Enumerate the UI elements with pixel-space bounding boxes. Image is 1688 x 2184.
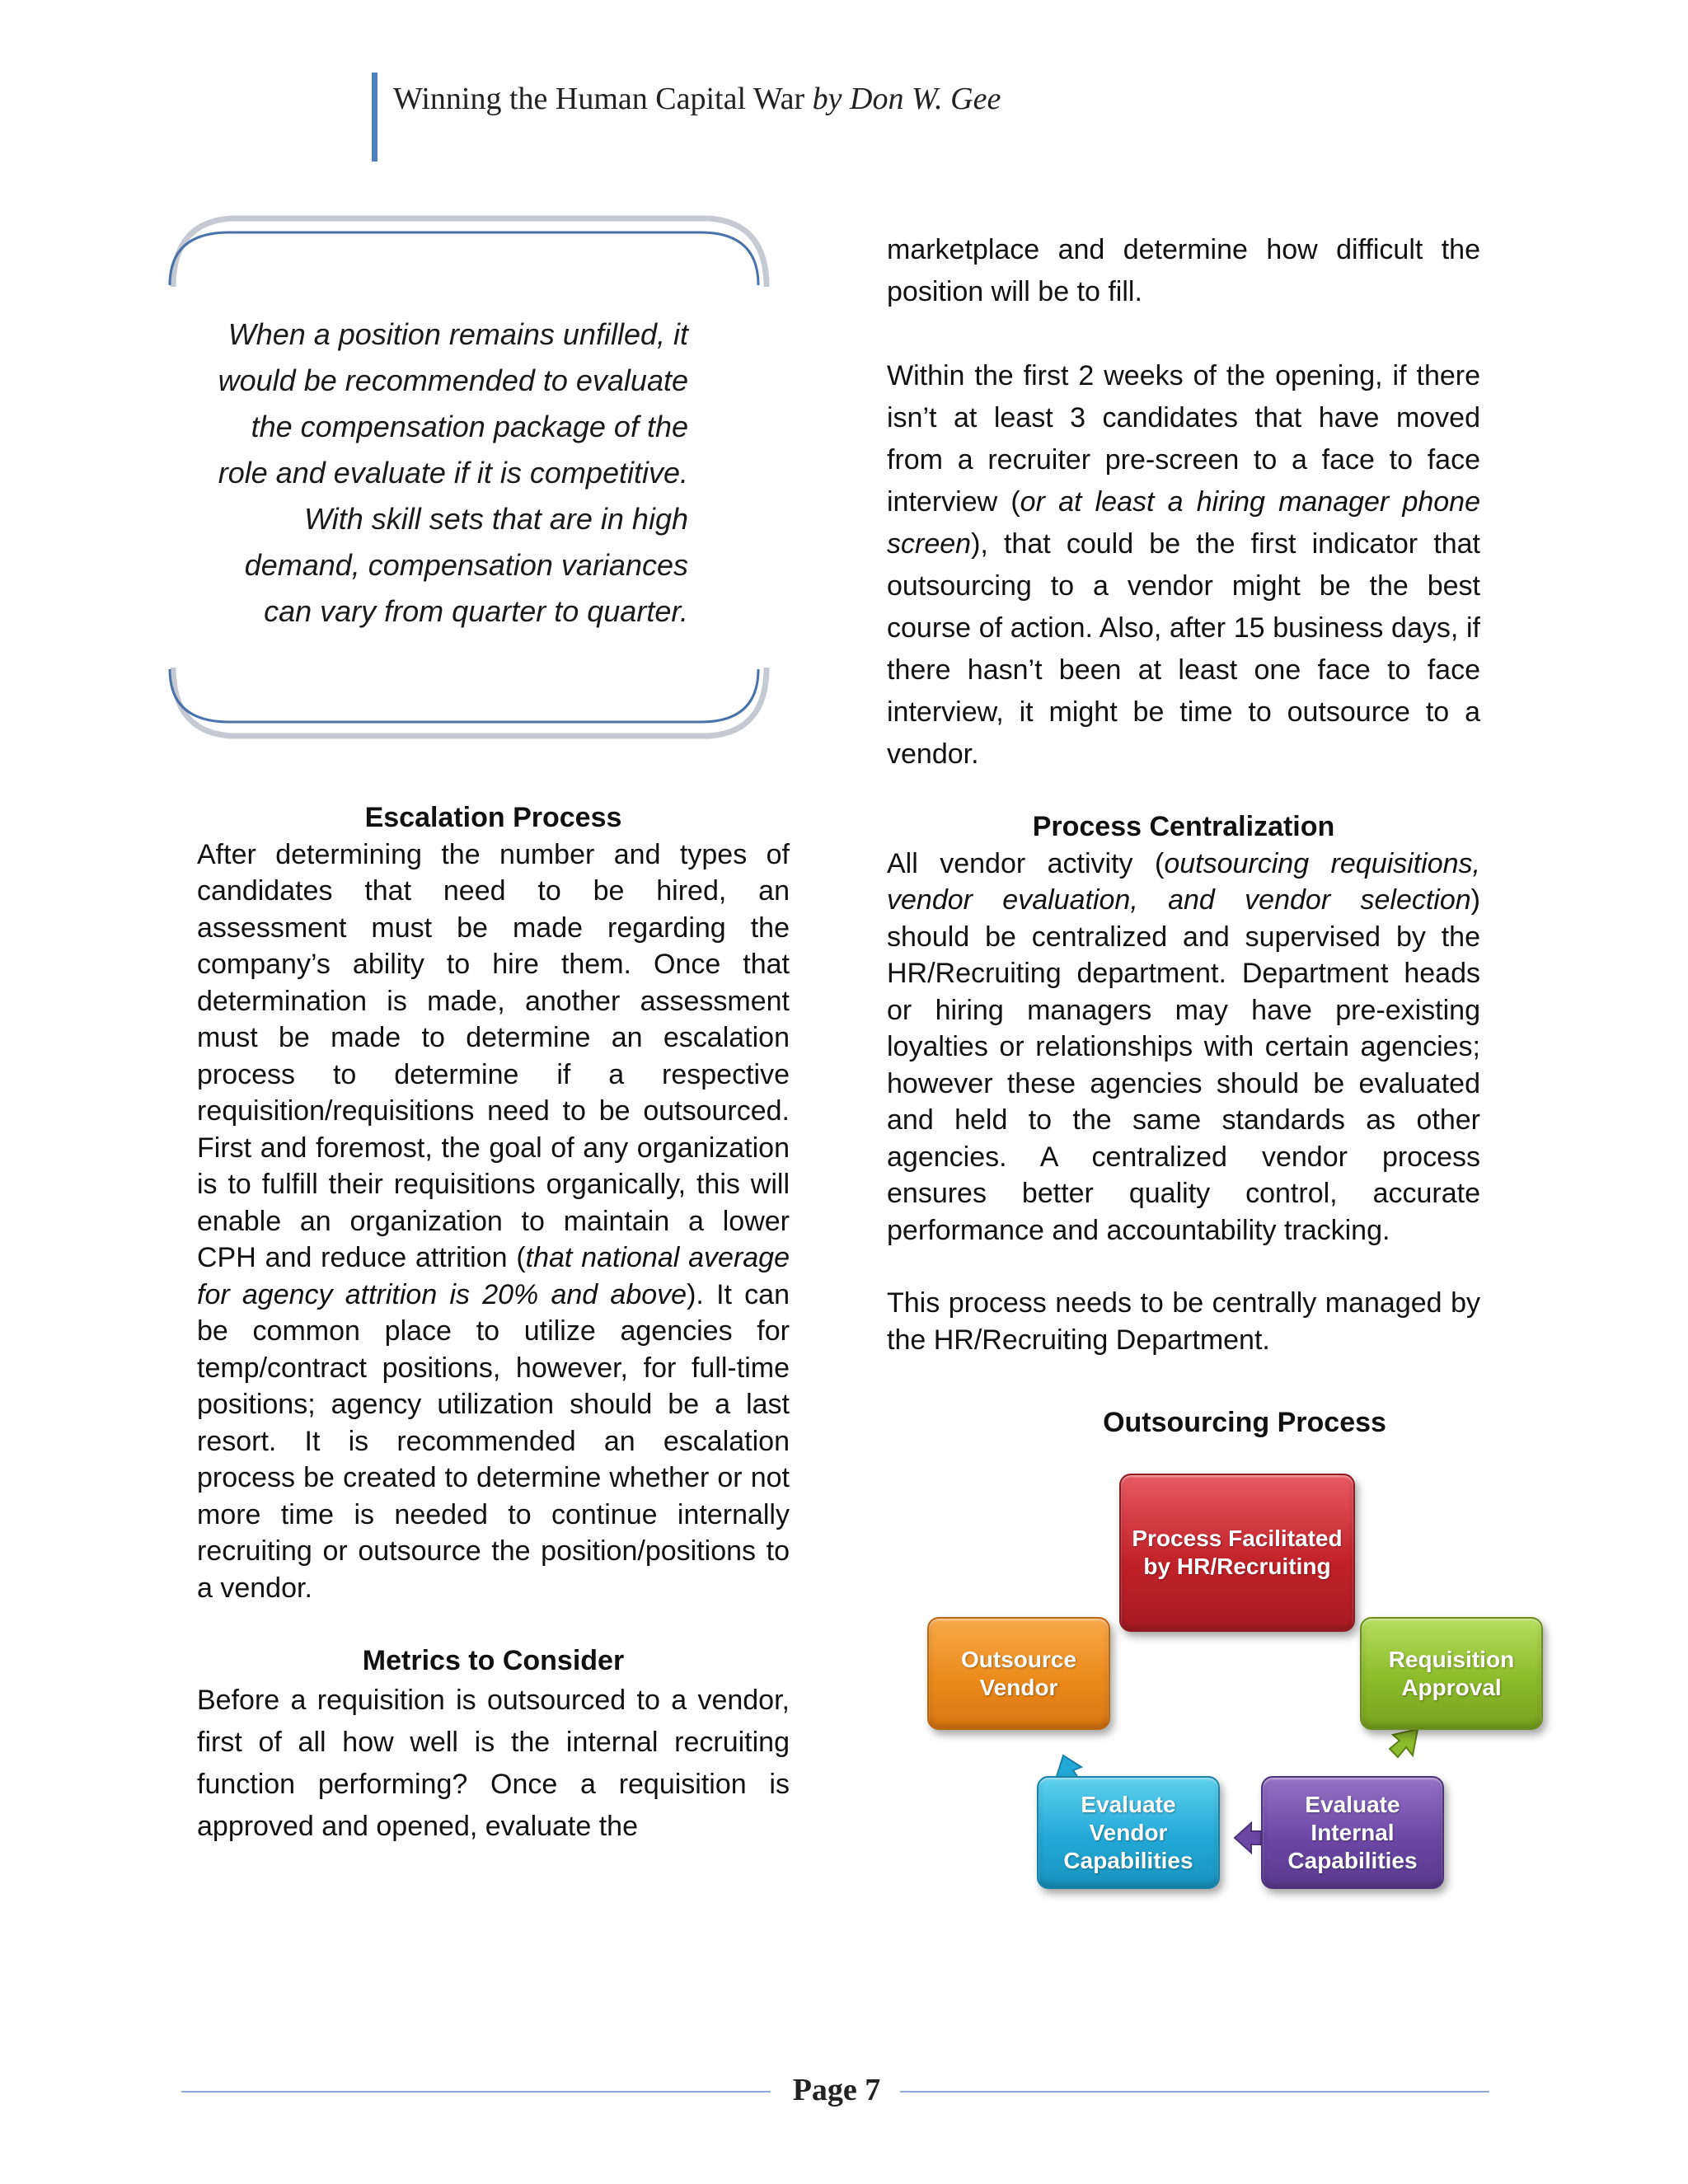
right-column [887,229,1480,1358]
centralization-text-2: ) should be centralized and supervised by the HR/Recruiting department. Department heads or hiring managers may have pre-existing loyalties or relationships with certain agencies; however these agencies should be evaluated and held to the same standards as other agencies. A centralized vendor process ensures better quality control, accurate performance and accountability tracking. [887,884,1480,1246]
escalation-italic: that national average for agency attrition is 20% and above [197,1242,790,1310]
outsourcing-heading: Outsourcing Process [1103,1407,1386,1438]
footer-rule-left [181,2091,771,2093]
escalation-paragraph [197,837,790,1607]
arrow-purple-icon [1235,1823,1261,1853]
centralization-paragraph [887,846,1480,1249]
left-column [197,799,790,1848]
centralization-heading: Process Centralization [1032,811,1335,842]
continuation-paragraph: marketplace and determine how difficult the position will be to fill. [887,234,1480,307]
metrics-paragraph: Before a requisition is outsourced to a vendor, first of all how well is the internal recruiting function performing? Once a requisition is approved and opened, evaluate the [197,1684,790,1842]
managed-paragraph: This process needs to be centrally managed by the HR/Recruiting Department. [887,1287,1480,1356]
metrics-heading: Metrics to Consider [362,1645,625,1676]
escalation-text-2: ). It can be common place to utilize agencies for temp/contract positions, however, for full-time positions; agency utilization should be a last resort. It is recommended an escalation process be created to determine whether or not more time is needed to continue internally recruiting or outsource the position/positions to a vendor. [197,1278,790,1604]
escalation-text-1: After determining the number and types of candidates that need to be hired, an assessment must be made regarding the company’s ability to hire them. Once that determination is made, another assessment must be made to determine an escalation process to determine if a respective requisition/requisitions need to be outsourced. First and foremost, the goal of any organization is to fulfill their requisitions organically, this will enable an organization to maintain a lower CPH and reduce attrition ( [197,838,790,1273]
weeks-text-1: Within the first 2 weeks of the opening, if there isn’t at least 3 candidates that have moved from a recruiter pre-screen to a face to face interview ( [887,360,1480,518]
centralization-text-1: All vendor activity ( [887,847,1165,879]
weeks-italic: or at least a hiring manager phone screen [887,486,1480,560]
footer-rule-right [900,2091,1489,2093]
weeks-paragraph [887,355,1480,776]
centralization-italic: outsourcing requisitions, vendor evaluation, and vendor selection [887,847,1480,916]
header-accent-bar [372,73,377,162]
running-header [393,81,1001,117]
book-author: by Don W. Gee [812,82,1001,116]
arrow-green-icon [1390,1729,1418,1757]
escalation-heading: Escalation Process [364,802,622,833]
book-title: Winning the Human Capital War [393,82,805,116]
node-requisition-approval: Requisition Approval [1360,1617,1543,1730]
node-process-facilitated: Process Facilitated by HR/Recruiting [1119,1474,1355,1632]
node-evaluate-internal: Evaluate Internal Capabilities [1261,1776,1444,1889]
weeks-text-2: ), that could be the first indicator that outsourcing to a vendor might be the best course of action. Also, after 15 business days, if there hasn’t been at least one face to face interview, it might be time to outsource to a vendor. [887,528,1480,770]
pull-quote: When a position remains unfilled, it would be recommended to evaluate the compensation package of the role and evaluate if it is competitive. With skill sets that are in high demand, compensation variances can vary from quarter to quarter. [218,317,688,628]
page-number: Page 7 [792,2073,881,2107]
node-evaluate-vendor: Evaluate Vendor Capabilities [1037,1776,1220,1889]
node-outsource-vendor: Outsource Vendor [927,1617,1110,1730]
